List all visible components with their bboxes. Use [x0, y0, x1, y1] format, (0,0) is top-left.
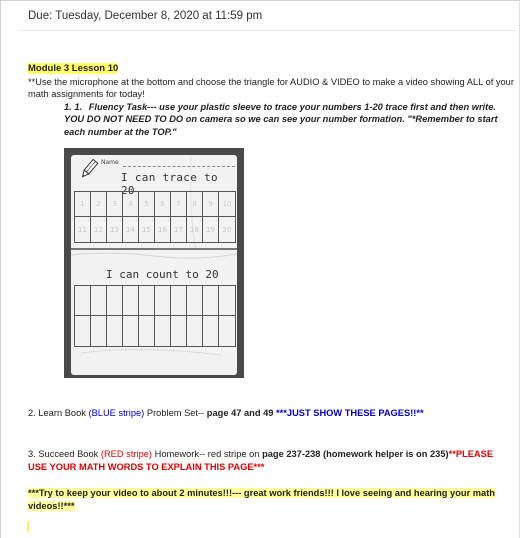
learn-book-pages: page 47 and 49: [206, 408, 274, 418]
trace-cell: 19: [203, 217, 219, 242]
trace-cell: 12: [91, 217, 107, 242]
count-cell: [219, 286, 235, 316]
worksheet-photo: [64, 148, 244, 378]
succeed-book-stripe: (RED stripe): [100, 449, 153, 459]
trace-cell: 9: [203, 192, 219, 217]
count-cell: [107, 286, 123, 316]
trace-cell: 6: [155, 192, 171, 217]
worksheet-count-title: I can count to 20: [106, 268, 219, 281]
trace-cell: 16: [155, 217, 171, 242]
succeed-book-pages: page 237-238: [262, 449, 321, 459]
worksheet-sheet: [71, 155, 237, 375]
count-cell: [123, 286, 139, 316]
count-cell: [91, 286, 107, 316]
module-title-line: [28, 62, 514, 76]
trace-cell: 14: [123, 217, 139, 242]
closing-note: [28, 487, 514, 513]
count-cell: [171, 286, 187, 316]
learn-book-mid: Problem Set--: [144, 408, 207, 418]
trace-cell: 2: [91, 192, 107, 217]
trace-cell: 18: [187, 217, 203, 242]
learn-book-stripe: (BLUE stripe): [88, 408, 145, 418]
count-cell: [139, 316, 155, 346]
count-cell: [123, 316, 139, 346]
module-title: Module 3 Lesson 10: [28, 63, 119, 74]
count-cell: [187, 316, 203, 346]
learn-book-task: [28, 408, 424, 418]
trace-cell: 1: [75, 192, 91, 217]
count-cell: [219, 316, 235, 346]
succeed-book-emphasis: **PLEASE USE YOUR MATH WORDS TO EXPLAIN THIS PAGE***: [28, 449, 494, 472]
count-grid: [74, 285, 236, 347]
worksheet-name-line: [123, 166, 235, 167]
trace-cell: 15: [139, 217, 155, 242]
trace-cell: 17: [171, 217, 187, 242]
count-cell: [171, 316, 187, 346]
closing-text: ***Try to keep your video to about 2 minutes!!!--- great work friends!!! I love seeing and hearing your math videos!!***: [28, 488, 495, 511]
fluency-task-text: Fluency Task--- use your plastic sleeve to trace your numbers 1-20 trace first and then write. YOU DO NOT NEED TO DO on camera so we can see your number formation. "*Remember to start each number at the TOP.": [64, 101, 498, 137]
worksheet-trace-title: I can trace to 20: [121, 171, 218, 197]
count-cell: [75, 316, 91, 346]
trace-cell: 10: [219, 192, 235, 217]
trace-cell: 4: [123, 192, 139, 217]
count-cell: [75, 286, 91, 316]
trace-cell: 8: [187, 192, 203, 217]
fluency-task-number: 1. 1.: [64, 101, 83, 112]
pencil-icon: [78, 158, 100, 180]
count-cell: [155, 286, 171, 316]
due-date: Due: Tuesday, December 8, 2020 at 11:59 pm: [28, 10, 263, 22]
succeed-book-mid: Homework-- red stripe on: [152, 449, 263, 459]
succeed-book-prefix: 3. Succeed Book: [28, 449, 101, 459]
succeed-book-task: [28, 448, 514, 474]
frame-left-border: [0, 0, 1, 538]
count-cell: [91, 316, 107, 346]
count-cell: [107, 316, 123, 346]
trace-cell: 3: [107, 192, 123, 217]
frame-top-border: [0, 0, 520, 1]
count-cell: [187, 286, 203, 316]
fluency-task: [64, 101, 514, 139]
trace-cell: 5: [139, 192, 155, 217]
text-cursor[interactable]: [27, 521, 29, 532]
learn-book-prefix: 2. Learn Book: [28, 408, 89, 418]
trace-grid: [74, 191, 236, 243]
learn-book-emphasis: ***JUST SHOW THESE PAGES!!**: [273, 408, 424, 418]
count-cell: [139, 286, 155, 316]
succeed-book-helper: (homework helper is on 235): [320, 449, 449, 459]
count-cell: [155, 316, 171, 346]
trace-cell: 7: [171, 192, 187, 217]
count-cell: [203, 286, 219, 316]
trace-cell: 11: [75, 217, 91, 242]
intro-text: **Use the microphone at the bottom and choose the triangle for AUDIO & VIDEO to make a video showing ALL of your math assignments for today!: [28, 76, 514, 99]
worksheet-divider: [71, 248, 237, 250]
trace-cell: 13: [107, 217, 123, 242]
divider: [20, 30, 516, 31]
count-cell: [203, 316, 219, 346]
assignment-body: [28, 62, 514, 138]
worksheet-name-label: Name: [101, 159, 119, 166]
trace-cell: 20: [222, 225, 232, 234]
